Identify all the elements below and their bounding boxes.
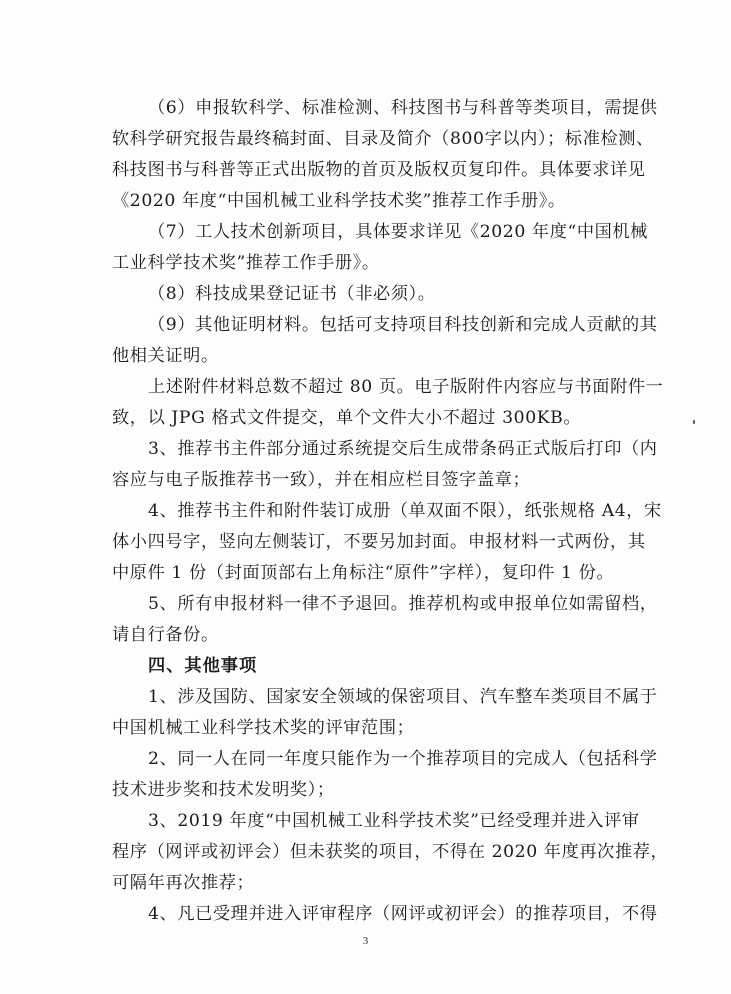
text-line: 可隔年再次推荐； bbox=[112, 873, 255, 893]
text-line: 中国机械工业科学技术奖的评审范围； bbox=[112, 718, 415, 738]
text-line: 5、所有申报材料一律不予退回。推荐机构或申报单位如需留档， bbox=[148, 594, 658, 614]
text-line: （7）工人技术创新项目，具体要求详见《2020 年度“中国机械 bbox=[148, 222, 649, 242]
text-line: 2、同一人在同一年度只能作为一个推荐项目的完成人（包括科学 bbox=[148, 749, 658, 769]
text-line: 软科学研究报告最终稿封面、目录及简介（800字以内）；标准检测、 bbox=[112, 129, 654, 149]
text-line: （9）其他证明材料。包括可支持项目科技创新和完成人贡献的其 bbox=[148, 315, 658, 335]
text-line: 3、2019 年度“中国机械工业科学技术奖”已经受理并进入评审 bbox=[148, 811, 640, 831]
text-line: 3、推荐书主件部分通过系统提交后生成带条码正式版后打印（内 bbox=[148, 439, 658, 459]
text-line: （6）申报软科学、标准检测、科技图书与科普等类项目，需提供 bbox=[148, 98, 658, 118]
text-line: 1、涉及国防、国家安全领域的保密项目、汽车整车类项目不属于 bbox=[148, 687, 658, 707]
text-line: 工业科学技术奖”推荐工作手册》。 bbox=[112, 253, 380, 273]
text-line: 《2020 年度“中国机械工业科学技术奖”推荐工作手册》。 bbox=[112, 191, 566, 211]
text-line: 4、推荐书主件和附件装订成册（单双面不限），纸张规格 A4，宋 bbox=[148, 501, 662, 521]
text-line: 技术进步奖和技术发明奖）； bbox=[112, 780, 335, 800]
text-line: 中原件 1 份（封面顶部右上角标注“原件”字样），复印件 1 份。 bbox=[112, 563, 615, 583]
text-line: 4、凡已受理并进入评审程序（网评或初评会）的推荐项目，不得 bbox=[148, 904, 658, 924]
page-number: 3 bbox=[362, 935, 369, 947]
text-line: 请自行备份。 bbox=[112, 625, 219, 645]
text-line: 科技图书与科普等正式出版物的首页及版权页复印件。具体要求详见 bbox=[112, 160, 646, 180]
text-line: 上述附件材料总数不超过 80 页。电子版附件内容应与书面附件一 bbox=[148, 377, 664, 397]
text-line: 致，以 JPG 格式文件提交，单个文件大小不超过 300KB。 bbox=[112, 408, 582, 428]
text-line: （8）科技成果登记证书（非必须）。 bbox=[148, 284, 436, 304]
text-line: 容应与电子版推荐书一致），并在相应栏目签字盖章； bbox=[112, 470, 531, 490]
text-line: 程序（网评或初评会）但未获奖的项目，不得在 2020 年度再次推荐， bbox=[112, 842, 669, 862]
section-heading: 四、其他事项 bbox=[148, 656, 258, 676]
text-line: 他相关证明。 bbox=[112, 346, 219, 366]
scan-speck bbox=[693, 420, 695, 424]
text-line: 体小四号字，竖向左侧装订，不要另加封面。申报材料一式两份，其 bbox=[112, 532, 646, 552]
